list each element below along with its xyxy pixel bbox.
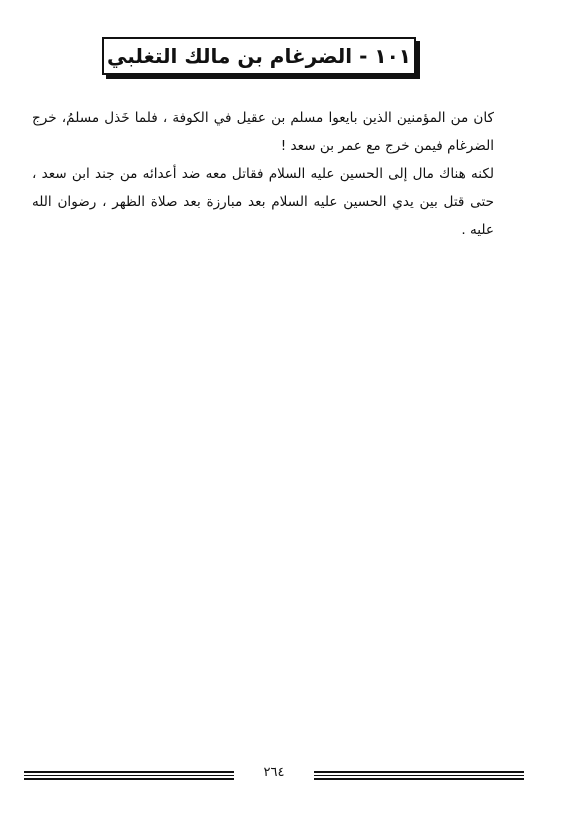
page-footer: [24, 762, 524, 792]
page-number: ٢٦٤: [263, 765, 285, 780]
footer-rule-right: [314, 771, 524, 780]
paragraph-1: كان من المؤمنين الذين بايعوا مسلم بن عقيل في الكوفة ، فلما خَذل مسلمُ، خرج الضرغام فيمن خرج مع عمر بن سعد !: [32, 110, 494, 154]
paragraph-2: لكنه هناك مال إلى الحسين عليه السلام فقاتل معه ضد أعدائه من جند ابن سعد ، حتى قتل بين يدي الحسين عليه السلام بعد مبارزة بعد صلاة الظهر ، رضوان الله عليه .: [32, 166, 494, 238]
chapter-title-box: [102, 37, 416, 75]
body-text: [32, 104, 494, 244]
footer-rule-left: [24, 771, 234, 780]
chapter-title: ١٠١ - الضرغام بن مالك التغلبي: [107, 44, 411, 68]
